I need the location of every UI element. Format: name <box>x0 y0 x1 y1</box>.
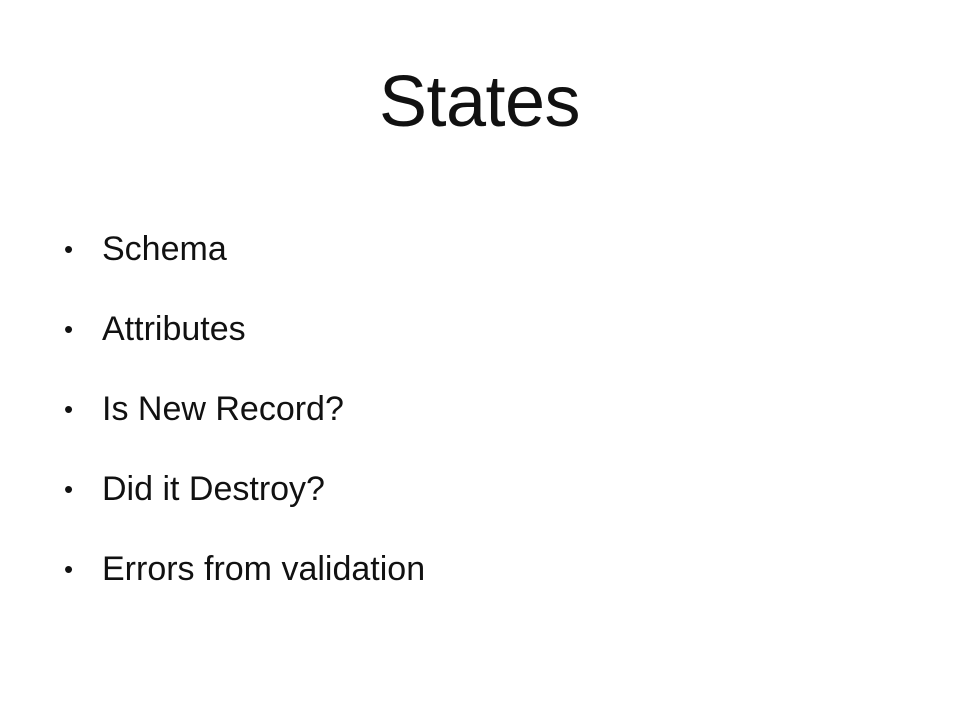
list-item <box>64 232 884 266</box>
bullet-point-icon: • <box>64 234 74 264</box>
list-item-label: Errors from validation <box>102 550 426 588</box>
list-item-label: Did it Destroy? <box>102 470 325 508</box>
bullet-list <box>64 232 884 632</box>
list-item-label: Schema <box>102 230 227 268</box>
list-item <box>64 392 884 426</box>
page-title: States <box>378 62 581 142</box>
list-item <box>64 312 884 346</box>
bullet-point-icon: • <box>64 394 74 424</box>
bullet-point-icon: • <box>64 554 74 584</box>
bullet-point-icon: • <box>64 314 74 344</box>
list-item-label: Is New Record? <box>102 390 344 428</box>
list-item <box>64 472 884 506</box>
bullet-point-icon: • <box>64 474 74 504</box>
list-item <box>64 552 884 586</box>
list-item-label: Attributes <box>102 310 246 348</box>
